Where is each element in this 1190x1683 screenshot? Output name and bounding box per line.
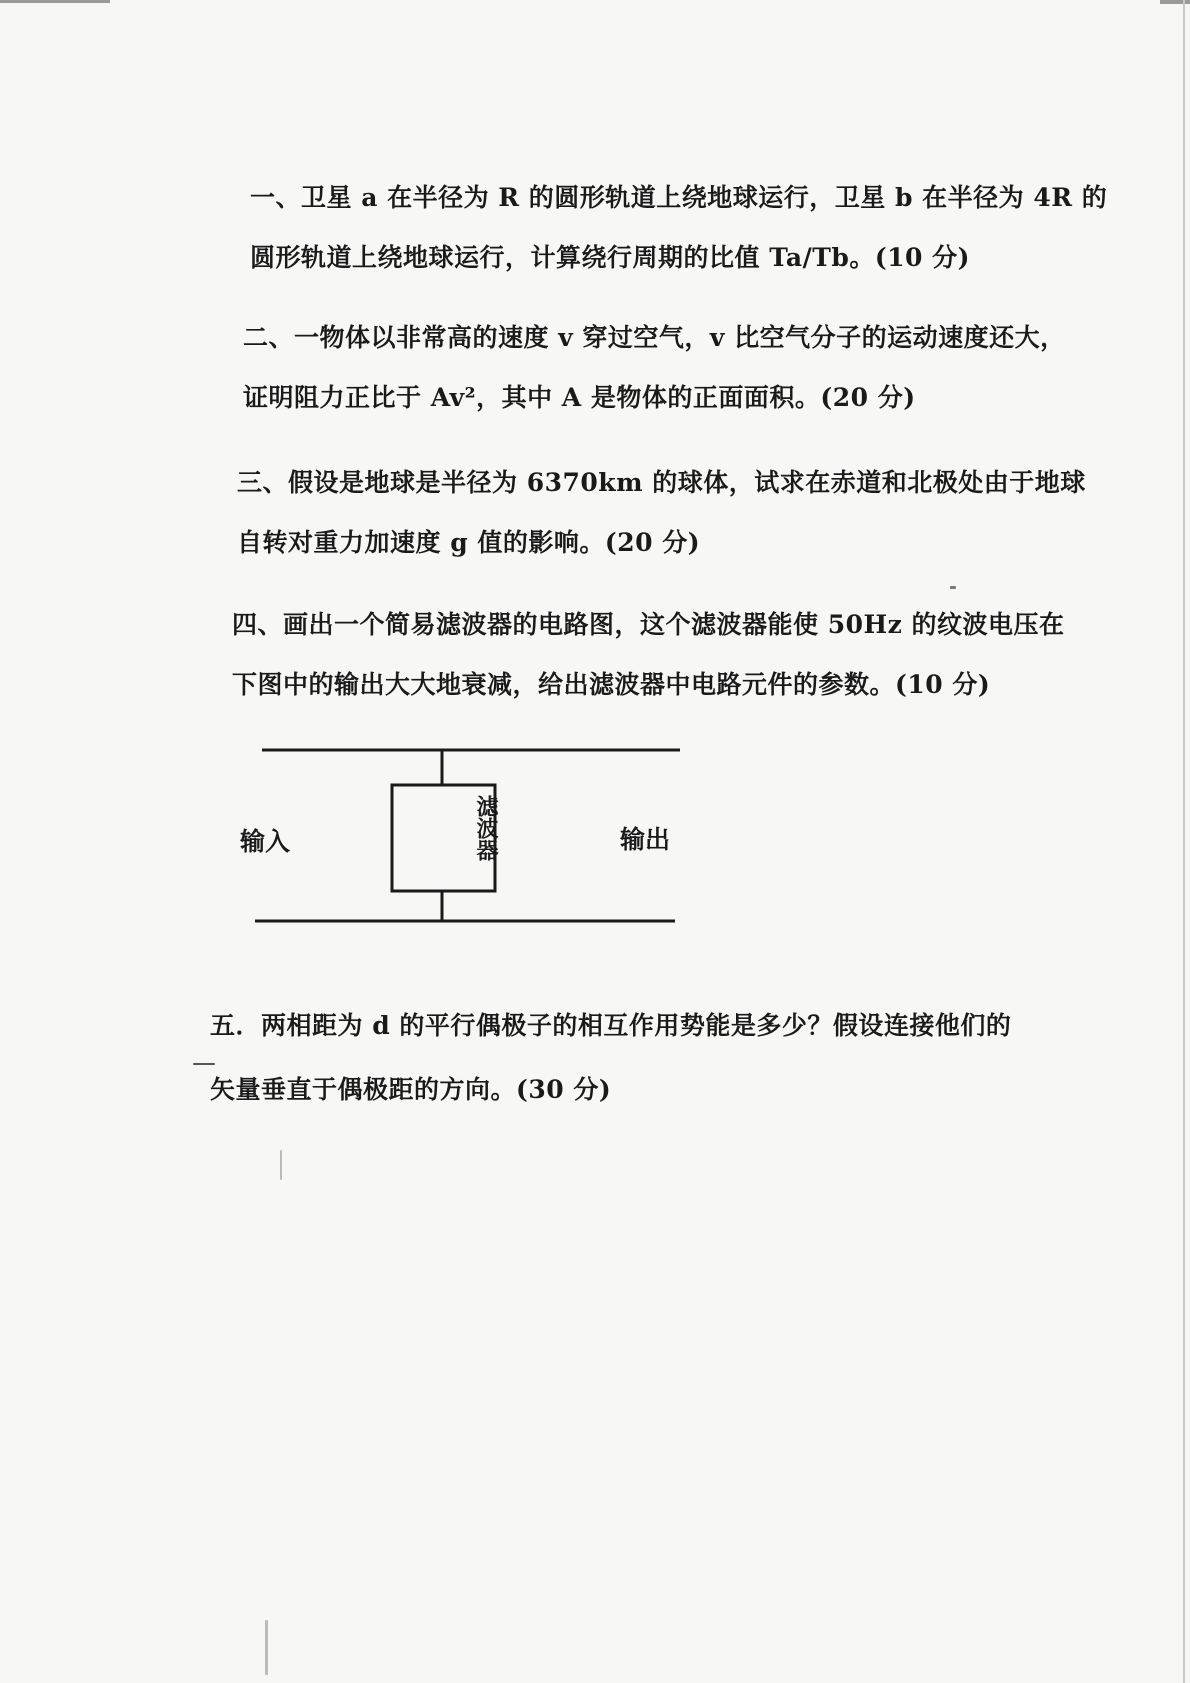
question-3-line-2: 自转对重力加速度 g 值的影响。(20 分) [237, 528, 701, 557]
question-3-line-1: 三、假设是地球是半径为 6370km 的球体，试求在赤道和北极处由于地球 [237, 468, 1086, 497]
scan-edge-top-left [0, 0, 110, 3]
question-1-line-2: 圆形轨道上绕地球运行，计算绕行周期的比值 Ta/Tb。(10 分) [250, 243, 970, 272]
question-5-line-1: 五．两相距为 d 的平行偶极子的相互作用势能是多少？假设连接他们的 [210, 1011, 1012, 1040]
scan-speck [265, 1620, 268, 1675]
scan-speck [950, 586, 956, 589]
question-2-line-1: 二、一物体以非常高的速度 v 穿过空气，v 比空气分子的运动速度还大， [243, 323, 1066, 352]
question-2-line-2: 证明阻力正比于 Av²，其中 A 是物体的正面面积。(20 分) [243, 383, 916, 412]
scan-edge-top-right [1160, 0, 1190, 4]
filter-box-label: 滤波器 [473, 795, 499, 861]
scan-speck [193, 1063, 215, 1065]
question-4-line-2: 下图中的输出大大地衰减，给出滤波器中电路元件的参数。(10 分) [232, 670, 991, 699]
question-5-line-2: 矢量垂直于偶极距的方向。(30 分) [210, 1075, 612, 1104]
scan-speck [280, 1150, 282, 1180]
output-label: 输出 [620, 825, 671, 854]
question-1-line-1: 一、卫星 a 在半径为 R 的圆形轨道上绕地球运行，卫星 b 在半径为 4R 的 [250, 183, 1108, 212]
input-label: 输入 [240, 827, 291, 856]
question-4-line-1: 四、画出一个简易滤波器的电路图，这个滤波器能使 50Hz 的纹波电压在 [232, 610, 1065, 639]
scan-edge-right [1183, 0, 1185, 1683]
